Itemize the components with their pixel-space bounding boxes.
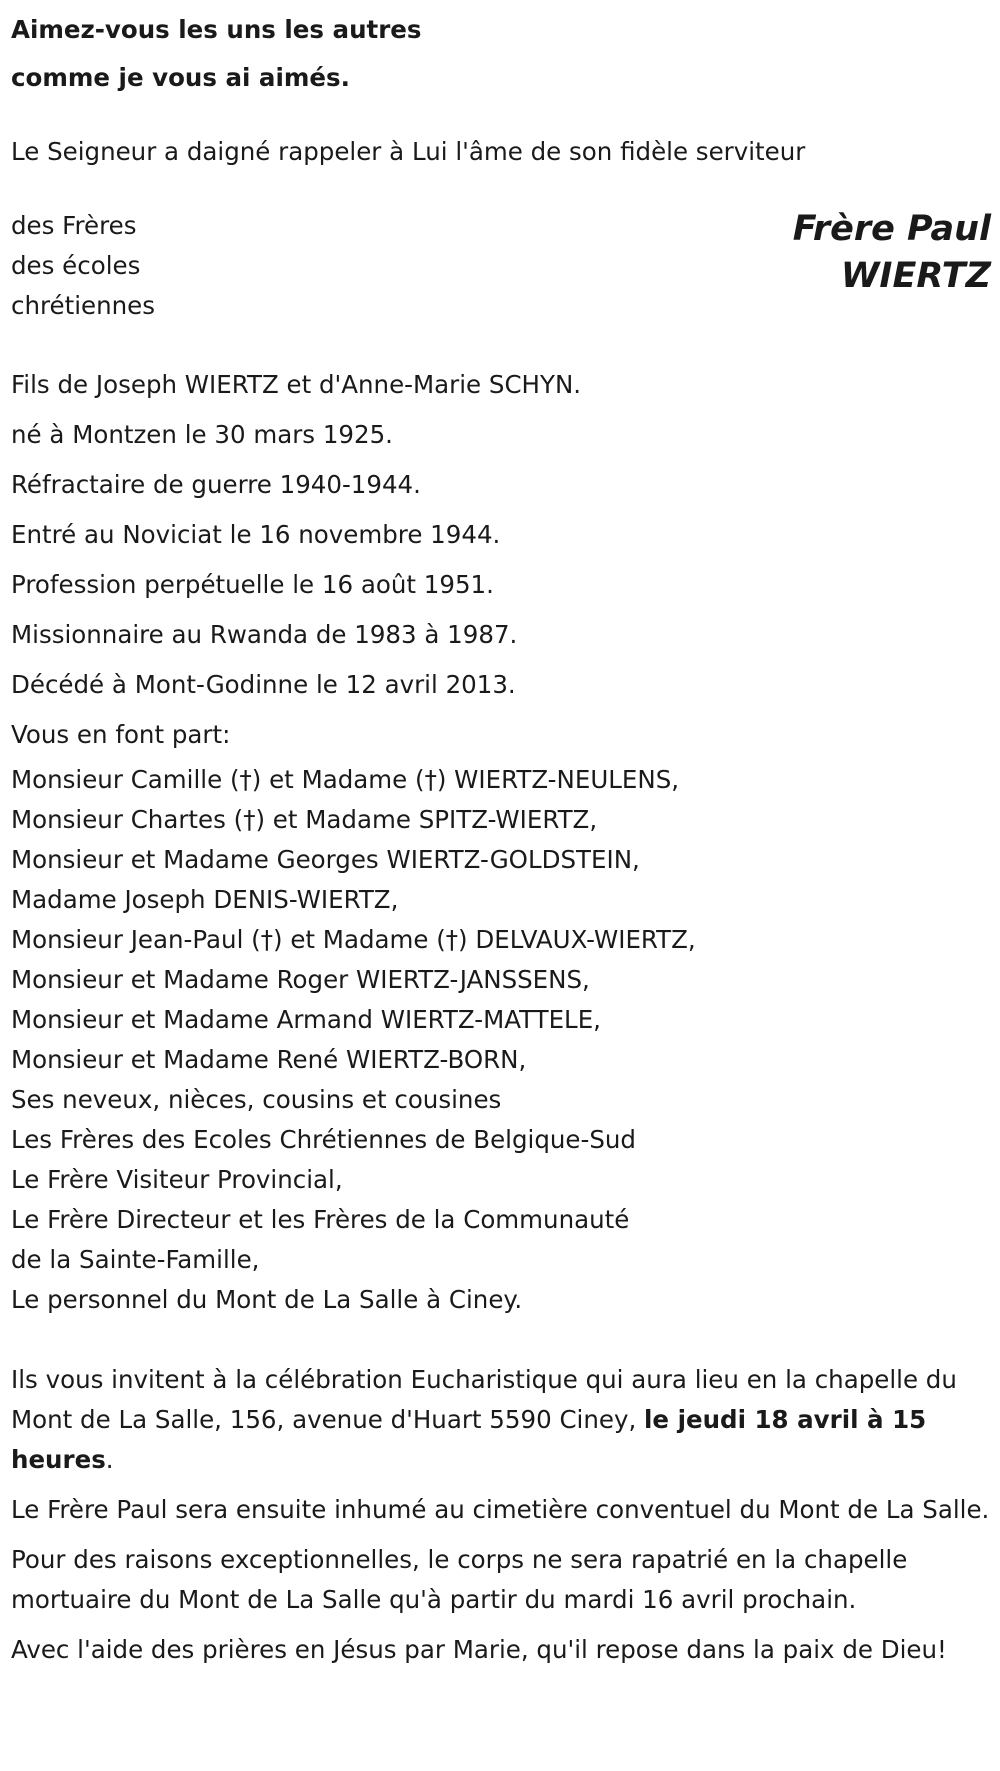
order-line: des écoles bbox=[11, 251, 141, 280]
deceased-name bbox=[793, 206, 991, 300]
motto-line: comme je vous ai aimés. bbox=[11, 63, 350, 92]
family-line: Monsieur Chartes (†) et Madame SPITZ-WIERTZ, bbox=[11, 805, 598, 834]
closing-section bbox=[11, 1360, 991, 1670]
order-line: des Frères bbox=[11, 211, 137, 240]
family-line: Monsieur et Madame Georges WIERTZ-GOLDSTEIN, bbox=[11, 845, 640, 874]
biography-line: Entré au Noviciat le 16 novembre 1944. bbox=[11, 520, 501, 549]
biography-line: Fils de Joseph WIERTZ et d'Anne-Marie SCHYN. bbox=[11, 370, 582, 399]
motto bbox=[11, 6, 991, 102]
family-line: Monsieur et Madame Roger WIERTZ-JANSSENS, bbox=[11, 965, 590, 994]
family-list bbox=[11, 760, 991, 1320]
burial-paragraph: Le Frère Paul sera ensuite inhumé au cimetière conventuel du Mont de La Salle. bbox=[11, 1495, 990, 1524]
family-line: Madame Joseph DENIS-WIERTZ, bbox=[11, 885, 399, 914]
family-line: Le personnel du Mont de La Salle à Ciney. bbox=[11, 1285, 523, 1314]
ceremony-paragraph bbox=[11, 1360, 991, 1480]
family-line: Le Frère Directeur et les Frères de la Communauté bbox=[11, 1205, 630, 1234]
obituary-notice bbox=[11, 0, 991, 1680]
biography-line: Décédé à Mont-Godinne le 12 avril 2013. bbox=[11, 670, 516, 699]
family-line: Le Frère Visiteur Provincial, bbox=[11, 1165, 343, 1194]
biography-line: né à Montzen le 30 mars 1925. bbox=[11, 420, 393, 449]
prayer-paragraph: Avec l'aide des prières en Jésus par Marie, qu'il repose dans la paix de Dieu! bbox=[11, 1635, 947, 1664]
biography-line: Profession perpétuelle le 16 août 1951. bbox=[11, 570, 494, 599]
ceremony-text: Ils vous invitent à la célébration Eucharistique qui aura lieu en la chapelle du Mont de La Salle, 156, avenue d'Huart 5590 Ciney, bbox=[11, 1365, 957, 1434]
biography-line: Réfractaire de guerre 1940-1944. bbox=[11, 470, 421, 499]
ceremony-end: . bbox=[105, 1445, 114, 1474]
deceased-name-line: Frère Paul bbox=[792, 209, 991, 249]
ceremony-datetime: le jeudi 18 avril à 15 heures bbox=[11, 1405, 927, 1474]
religious-order bbox=[11, 206, 155, 326]
family-line: Monsieur Jean-Paul (†) et Madame (†) DELVAUX-WIERTZ, bbox=[11, 925, 696, 954]
header-block bbox=[11, 206, 991, 326]
biography-line: Missionnaire au Rwanda de 1983 à 1987. bbox=[11, 620, 518, 649]
deceased-surname: WIERTZ bbox=[840, 256, 991, 296]
family-line: Les Frères des Ecoles Chrétiennes de Belgique-Sud bbox=[11, 1125, 636, 1154]
intro-text: Le Seigneur a daigné rappeler à Lui l'âme de son fidèle serviteur bbox=[11, 137, 806, 166]
family-line: de la Sainte-Famille, bbox=[11, 1245, 260, 1274]
family-line: Monsieur et Madame Armand WIERTZ-MATTELE, bbox=[11, 1005, 601, 1034]
family-line: Monsieur et Madame René WIERTZ-BORN, bbox=[11, 1045, 527, 1074]
repatriation-paragraph: Pour des raisons exceptionnelles, le corps ne sera rapatrié en la chapelle mortuaire du Mont de La Salle qu'à partir du mardi 16 avril prochain. bbox=[11, 1545, 908, 1614]
biography bbox=[11, 360, 991, 710]
announcement-heading: Vous en font part: bbox=[11, 720, 231, 749]
motto-line: Aimez-vous les uns les autres bbox=[11, 15, 422, 44]
family-line: Ses neveux, nièces, cousins et cousines bbox=[11, 1085, 502, 1114]
family-line: Monsieur Camille (†) et Madame (†) WIERTZ-NEULENS, bbox=[11, 765, 680, 794]
order-line: chrétiennes bbox=[11, 291, 155, 320]
